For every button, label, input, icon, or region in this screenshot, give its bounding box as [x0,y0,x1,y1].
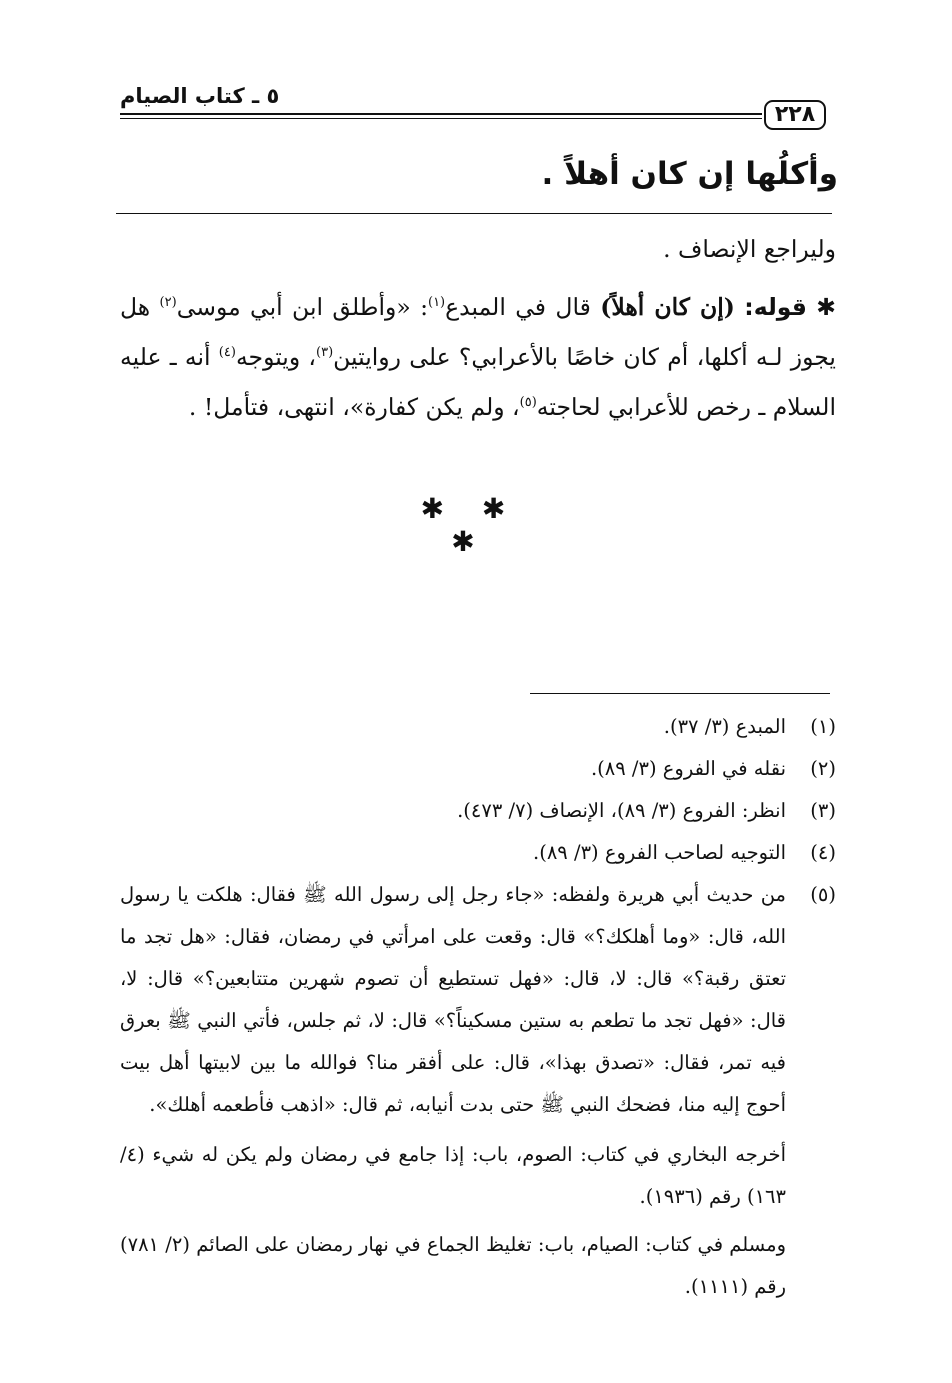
footnote-number: (٣) [810,799,836,822]
footnote-ref: (١) [427,295,446,311]
footnote-ref: (٣) [316,345,334,361]
footnote-item [120,790,836,832]
commentary-paragraph [120,282,836,432]
title-rule [116,213,832,214]
footnote-item [120,748,836,790]
footnote-text: انظر: الفروع (٣/ ٨٩)، الإنصاف (٧/ ٤٧٣). [457,799,786,822]
footnote-text: التوجيه لصاحب الفروع (٣/ ٨٩). [533,841,786,864]
page-number: ٢٢٨ [764,100,826,130]
quoted-phrase: (إن كان أهلاً) [600,293,735,321]
body-text [120,224,836,432]
header-rule-thin [120,118,762,119]
footnote-number: (٥) [810,883,836,906]
footnote-text: نقله في الفروع (٣/ ٨٩). [590,757,786,780]
body-line-1: وليراجع الإنصاف . [663,235,836,263]
footnote-item [120,832,836,874]
star-icon: ✱ [816,293,836,321]
section-separator: ✱ ✱ ✱ [420,492,520,558]
header-rule [120,113,762,115]
footnote-text: من حديث أبي هريرة ولفظه: «جاء رجل إلى رسول الله ﷺ فقال: هلكت يا رسول الله، قال: «وما أهلكك؟» قال: وقعت على امرأتي في رمضان، فقال: «هل تجد ما تعتق رقبة؟» قال: لا، قال: «فهل تستطيع أن تصوم شهرين متتابعين؟» قال: لا، قال: «فهل تجد ما تطعم به ستين مسكيناً؟» قال: لا، ثم جلس، فأتي النبي ﷺ بعرق فيه تمر، فقال: «تصدق بهذا»، قال: على أفقر منا؟ فوالله ما بين لابيتها أهل بيت أحوج إليه منا، فضحك النبي ﷺ حتى بدت أنيابه، ثم قال: «اذهب فأطعمه أهلك». [120,883,786,1116]
footnote-ref: (٢) [159,295,177,311]
footnotes [120,706,836,1308]
footnote-number: (٤) [810,841,836,864]
text-segment: أنه ـ عليه السلام ـ رخص للأعرابي لحاجته [120,343,836,421]
text-segment: : «وأطلق ابن أبي موسى [176,293,428,321]
main-title: وأكلُها إن كان أهلاً . [541,156,838,192]
footnote-text: المبدع (٣/ ٣٧). [663,715,786,738]
text-segment: هل يجوز لـه أكلها، أم كان خاصًا بالأعرابي؟ على روايتين [120,293,836,371]
text-segment: ، ويتوجه [235,343,317,371]
footnote-source: أخرجه البخاري في كتاب: الصوم، باب: إذا جامع في رمضان ولم يكن له شيء (٤/ ١٦٣) رقم (١٩٣٦). [120,1143,786,1208]
text-segment: قال في المبدع [445,293,591,321]
footnote-number: (١) [810,715,836,738]
footnote-item [120,706,836,748]
chapter-title: ٥ ـ كتاب الصيام [120,84,280,108]
footnote-ref: (٥) [519,395,537,411]
footnote-rule [530,693,830,694]
footnote-source: ومسلم في كتاب: الصيام، باب: تغليظ الجماع في نهار رمضان على الصائم (٢/ ٧٨١) رقم (١١١١). [120,1233,786,1298]
footnote-number: (٢) [810,757,836,780]
footnote-item [120,874,836,1126]
text-segment: ، ولم يكن كفارة»، انتهى، فتأمل! . [188,393,520,421]
footnote-ref: (٤) [218,345,236,361]
commentary-label: قوله: [744,293,807,321]
